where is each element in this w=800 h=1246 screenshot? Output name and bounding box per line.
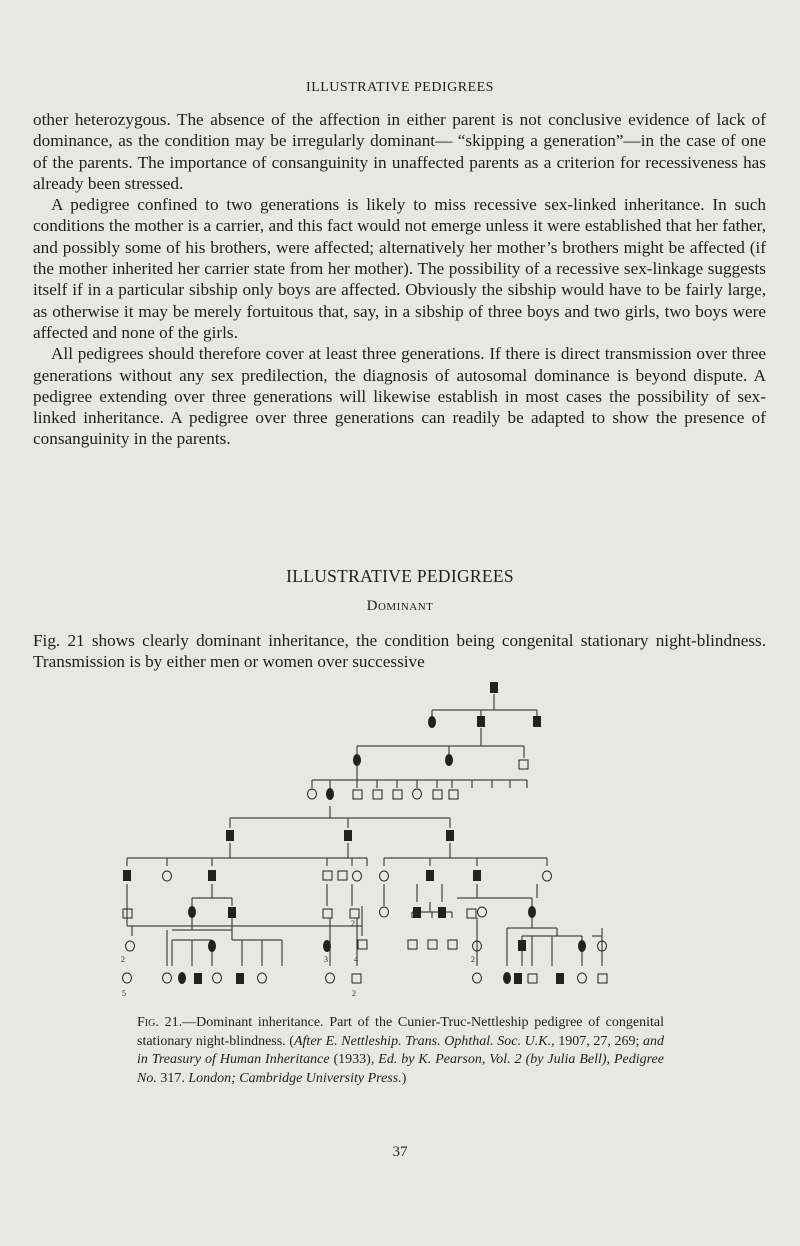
- affected-male: [226, 830, 234, 841]
- figure-caption: [137, 1014, 664, 1088]
- unaffected-male: [433, 790, 442, 799]
- unaffected-female-group: [126, 941, 135, 951]
- unaffected-male: [528, 974, 537, 983]
- count-label: 4: [354, 955, 358, 964]
- unaffected-male: [353, 790, 362, 799]
- unaffected-male: [448, 940, 457, 949]
- unaffected-female: [380, 871, 389, 881]
- caption-source-2: 1907, 27, 269;: [554, 1033, 644, 1049]
- unaffected-male: [323, 909, 332, 918]
- unaffected-male: [393, 790, 402, 799]
- unaffected-male: [338, 871, 347, 880]
- unaffected-male: [428, 940, 437, 949]
- affected-male: [446, 830, 454, 841]
- page-number: 37: [392, 1144, 408, 1160]
- affected-male: [533, 716, 541, 727]
- affected-male: [426, 870, 434, 881]
- affected-male: [490, 682, 498, 693]
- unaffected-female: [543, 871, 552, 881]
- affected-male: [413, 907, 421, 918]
- unaffected-male: [519, 760, 528, 769]
- caption-source-3: and in Treasury of Human Inheritance: [137, 1033, 665, 1067]
- count-label: 2: [471, 955, 475, 964]
- caption-source-6: 317.: [156, 1070, 189, 1086]
- unaffected-female: [258, 973, 267, 983]
- caption-text: —Dominant inheritance. Part of the Cunier-Truc-Nettleship pedigree of congenital stationary night-blindness. (: [137, 1015, 664, 1049]
- affected-female: [178, 972, 186, 984]
- pedigree-symbols: [123, 682, 608, 984]
- affected-male: [228, 907, 236, 918]
- caption-source-7: London; Cambridge University Press.: [188, 1070, 402, 1086]
- unaffected-female: [213, 973, 222, 983]
- subsection-title: Dominant: [366, 598, 434, 614]
- unaffected-male: [358, 940, 367, 949]
- caption-source-4: (1933),: [329, 1052, 379, 1067]
- unaffected-male: [449, 790, 458, 799]
- unaffected-female: [163, 871, 172, 881]
- figure-intro-text: Fig. 21 shows clearly dominant inheritance, the condition being congenital stationary night-blindness. Transmission is by either men or women over successive: [33, 631, 766, 672]
- affected-female: [428, 716, 436, 728]
- pedigree-chart: [112, 678, 652, 1008]
- pedigree-counts: [121, 919, 475, 998]
- paragraph-1: other heterozygous. The absence of the affection in either parent is not conclusive evidence of lack of dominance, as the condition may be irregularly dominant— “skipping a generation”—in the case of one of the parents. The importance of consanguinity in unaffected parents as a criterion for recessiveness has already been stressed.: [33, 110, 766, 193]
- count-label: 2: [351, 919, 355, 928]
- unaffected-female: [413, 789, 422, 799]
- unaffected-male: [598, 974, 607, 983]
- affected-male: [556, 973, 564, 984]
- affected-female: [503, 972, 511, 984]
- affected-female: [445, 754, 453, 766]
- caption-source-1: After E. Nettleship. Trans. Ophthal. Soc. U.K.,: [293, 1033, 555, 1049]
- unaffected-female: [308, 789, 317, 799]
- caption-close: ): [401, 1070, 407, 1086]
- affected-female: [208, 940, 216, 952]
- affected-male: [208, 870, 216, 881]
- unaffected-male: [408, 940, 417, 949]
- unaffected-female: [478, 907, 487, 917]
- affected-female: [578, 940, 586, 952]
- caption-source-5: Ed. by K. Pearson, Vol. 2 (by Julia Bell), Pedigree No.: [137, 1052, 664, 1086]
- unaffected-female: [380, 907, 389, 917]
- affected-female: [353, 754, 361, 766]
- unaffected-male: [350, 909, 359, 918]
- count-label: 2: [121, 955, 125, 964]
- affected-male: [194, 973, 202, 984]
- unaffected-male: [467, 909, 476, 918]
- paragraph-2: A pedigree confined to two generations is likely to miss recessive sex-linked inheritance. In such conditions the mother is a carrier, and this fact would not emerge unless it were established that her father, and possibly some of his brothers, were affected; alternatively her mother’s brothers might be affected (if the mother inherited her carrier state from her mother). The possibility of a recessive sex-linkage suggests itself if in a particular sibship only boys are affected. Obviously the sibship would have to be fairly large, as otherwise it may be merely fortuitous that, say, in a sibship of three boys and two girls, two boys were affected and none of the girls.: [33, 195, 766, 342]
- affected-male: [518, 940, 526, 951]
- count-label: 5: [122, 989, 126, 998]
- affected-female: [188, 906, 196, 918]
- unaffected-female: [473, 973, 482, 983]
- unaffected-male: [352, 974, 361, 983]
- affected-female: [326, 788, 334, 800]
- unaffected-female: [163, 973, 172, 983]
- unaffected-male: [323, 871, 332, 880]
- affected-male: [344, 830, 352, 841]
- affected-male: [123, 870, 131, 881]
- figure-label: Fig. 21.: [137, 1015, 183, 1030]
- affected-female: [528, 906, 536, 918]
- unaffected-female: [326, 973, 335, 983]
- unaffected-male: [373, 790, 382, 799]
- count-label: 2: [352, 989, 356, 998]
- affected-male: [514, 973, 522, 984]
- section-title: ILLUSTRATIVE PEDIGREES: [286, 566, 514, 586]
- affected-male: [477, 716, 485, 727]
- unaffected-female-group: [123, 973, 132, 983]
- running-head: ILLUSTRATIVE PEDIGREES: [306, 80, 494, 95]
- affected-male: [438, 907, 446, 918]
- body-text: [33, 109, 766, 450]
- unaffected-female: [578, 973, 587, 983]
- pedigree-lines: [127, 694, 602, 966]
- paragraph-3: All pedigrees should therefore cover at least three generations. If there is direct transmission over three generations without any sex predilection, the diagnosis of autosomal dominance is beyond dispute. A pedigree extending over three generations will likewise establish in most cases the possibility of sex-linked inheritance. A pedigree over three generations can readily be adapted to show the presence of consanguinity in the parents.: [33, 344, 766, 449]
- affected-female: [323, 940, 331, 952]
- affected-male: [236, 973, 244, 984]
- affected-male: [473, 870, 481, 881]
- unaffected-female: [353, 871, 362, 881]
- figure-intro: [33, 630, 766, 673]
- count-label: 3: [324, 955, 328, 964]
